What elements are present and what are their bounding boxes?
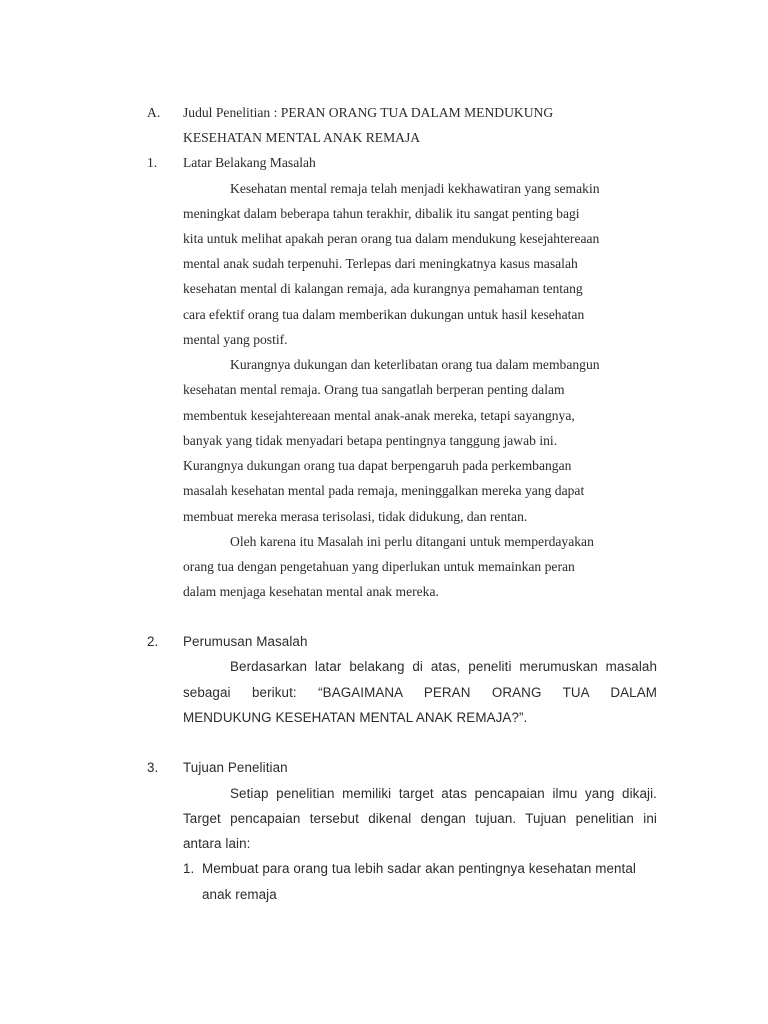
paragraph-line: Target pencapaian tersebut dikenal dengan tujuan. Tujuan penelitian ini bbox=[183, 811, 657, 826]
list-item-text: Membuat para orang tua lebih sadar akan pentingnya kesehatan mental bbox=[202, 861, 636, 876]
section-3-number: 3. bbox=[147, 760, 159, 775]
paragraph-line: sebagai berikut: “BAGAIMANA PERAN ORANG TUA DALAM bbox=[183, 685, 657, 700]
paragraph-line: Setiap penelitian memiliki target atas pencapaian ilmu yang dikaji. bbox=[230, 786, 657, 801]
paragraph-line: kesehatan mental remaja. Orang tua sangatlah berperan penting dalam bbox=[183, 382, 565, 397]
research-title-line-1: Judul Penelitian : PERAN ORANG TUA DALAM MENDUKUNG bbox=[183, 105, 554, 120]
paragraph-line: kesehatan mental di kalangan remaja, ada kurangnya pemahaman tentang bbox=[183, 281, 583, 296]
section-1-number: 1. bbox=[147, 155, 158, 170]
paragraph-line: dalam menjaga kesehatan mental anak mereka. bbox=[183, 584, 439, 599]
paragraph-line: Oleh karena itu Masalah ini perlu ditangani untuk memperdayakan bbox=[230, 534, 594, 549]
paragraph-line: meningkat dalam beberapa tahun terakhir, dibalik itu sangat penting bagi bbox=[183, 206, 580, 221]
section-2-number: 2. bbox=[147, 634, 159, 649]
paragraph-line: membentuk kesejahtereaan mental anak-anak mereka, tetapi sayangnya, bbox=[183, 408, 575, 423]
section-3-heading: Tujuan Penelitian bbox=[183, 760, 288, 775]
list-item-marker: 1. bbox=[183, 861, 195, 876]
paragraph-line: mental yang postif. bbox=[183, 332, 288, 347]
paragraph-line: antara lain: bbox=[183, 836, 251, 851]
paragraph-line: cara efektif orang tua dalam memberikan dukungan untuk hasil kesehatan bbox=[183, 307, 585, 322]
section-a-marker: A. bbox=[147, 105, 161, 120]
research-title-line-2: KESEHATAN MENTAL ANAK REMAJA bbox=[183, 130, 421, 145]
paragraph-line: orang tua dengan pengetahuan yang diperlukan untuk memainkan peran bbox=[183, 559, 575, 574]
paragraph-line: Kurangnya dukungan dan keterlibatan orang tua dalam membangun bbox=[230, 357, 600, 372]
paragraph-line: kita untuk melihat apakah peran orang tua dalam mendukung kesejahtereaan bbox=[183, 231, 600, 246]
paragraph-line: masalah kesehatan mental pada remaja, meninggalkan mereka yang dapat bbox=[183, 483, 585, 498]
paragraph-line: MENDUKUNG KESEHATAN MENTAL ANAK REMAJA?”. bbox=[183, 710, 528, 725]
paragraph-line: membuat mereka merasa terisolasi, tidak didukung, dan rentan. bbox=[183, 509, 528, 524]
list-item-text: anak remaja bbox=[202, 887, 277, 902]
paragraph-line: Kesehatan mental remaja telah menjadi kekhawatiran yang semakin bbox=[230, 181, 600, 196]
paragraph-line: banyak yang tidak menyadari betapa pentingnya tanggung jawab ini. bbox=[183, 433, 558, 448]
paragraph-line: Kurangnya dukungan orang tua dapat berpengaruh pada perkembangan bbox=[183, 458, 572, 473]
section-1-heading: Latar Belakang Masalah bbox=[183, 155, 316, 170]
paragraph-line: Berdasarkan latar belakang di atas, peneliti merumuskan masalah bbox=[230, 659, 657, 674]
section-2-heading: Perumusan Masalah bbox=[183, 634, 308, 649]
paragraph-line: mental anak sudah terpenuhi. Terlepas dari meningkatnya kasus masalah bbox=[183, 256, 578, 271]
